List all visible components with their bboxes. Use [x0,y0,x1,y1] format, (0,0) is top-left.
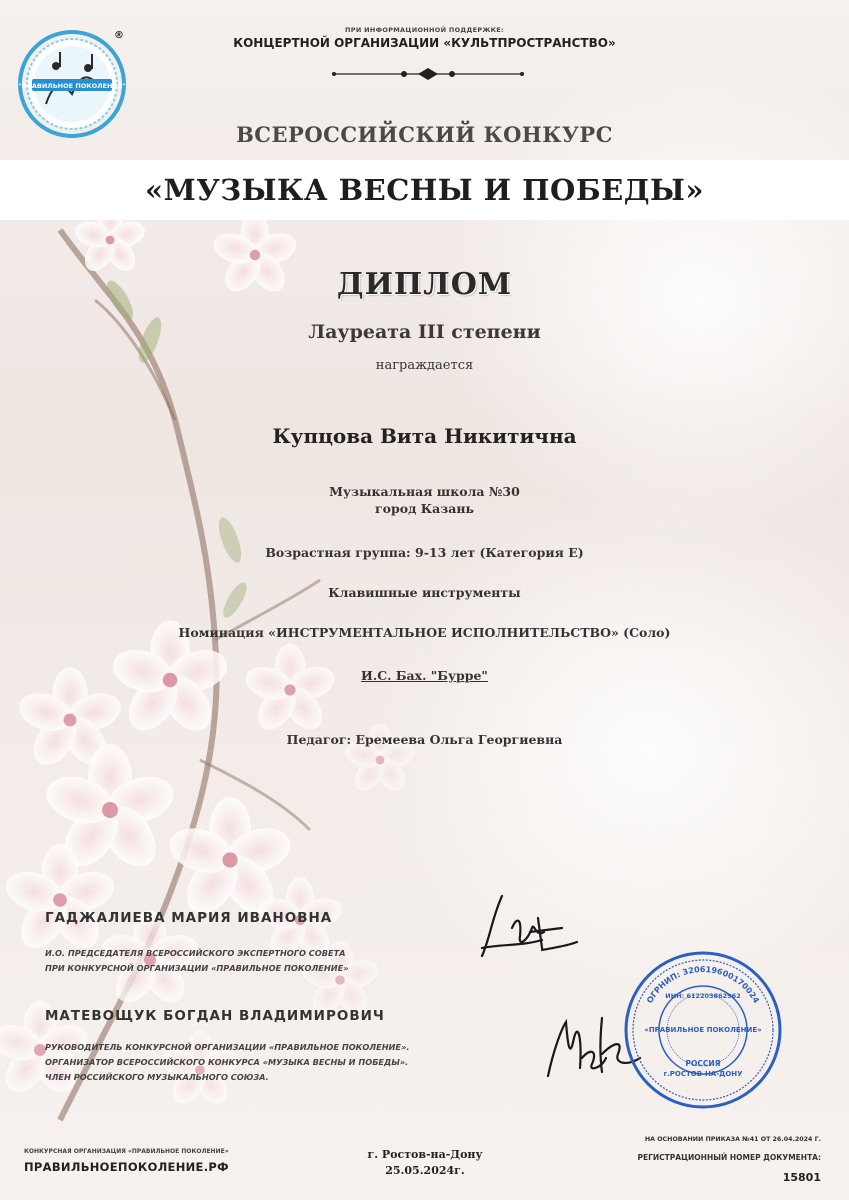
age-group: Возрастная группа: 9-13 лет (Категория Е) [265,545,584,560]
signature-1-icon [472,888,582,968]
teacher-name: Педагог: Еремеева Ольга Георгиевна [286,732,563,747]
school-name: Музыкальная школа №30 [329,484,520,499]
signer-1-role-line: И.О. ПРЕДСЕДАТЕЛЯ ВСЕРОССИЙСКОГО ЭКСПЕРТНОГО СОВЕТА [45,948,346,958]
stamp-center-text: «ПРАВИЛЬНОЕ ПОКОЛЕНИЕ» [644,1026,762,1034]
footer-order: НА ОСНОВАНИИ ПРИКАЗА №41 ОТ 26.04.2024 Г. [644,1136,821,1143]
footer-website: ПРАВИЛЬНОЕПОКОЛЕНИЕ.РФ [24,1160,229,1174]
footer-date: 25.05.2024г. [385,1164,465,1177]
awarded-label: награждается [375,358,474,373]
contest-type: ВСЕРОССИЙСКИЙ КОНКУРС [236,122,613,147]
signer-2-role-line: РУКОВОДИТЕЛЬ КОНКУРСНОЙ ОРГАНИЗАЦИИ «ПРАВИЛЬНОЕ ПОКОЛЕНИЕ». [45,1042,410,1052]
nomination: Номинация «ИНСТРУМЕНТАЛЬНОЕ ИСПОЛНИТЕЛЬСТВО» (Соло) [178,625,671,640]
performed-work: И.С. Бах. "Бурре" [361,668,488,683]
stamp-ogrnip: ОГРНИП: 320619600170024 [645,964,761,1005]
stamp-inn: ИНН: 612203862962 [665,992,741,1000]
laureate-degree: Лауреата III степени [308,321,541,343]
recipient-name: Купцова Вита Никитична [272,424,577,448]
logo-text: "ПРАВИЛЬНОЕ ПОКОЛЕНИЕ" [18,82,126,90]
footer-registration-label: РЕГИСТРАЦИОННЫЙ НОМЕР ДОКУМЕНТА: [637,1153,821,1162]
contest-title-banner [0,160,849,220]
official-stamp [623,950,783,1110]
divider-ornament-icon [328,67,528,81]
signer-1-role [45,946,349,976]
footer-organization: КОНКУРСНАЯ ОРГАНИЗАЦИЯ «ПРАВИЛЬНОЕ ПОКОЛЕНИЕ» [24,1148,229,1155]
footer-place-date [330,1147,520,1179]
contest-title: «МУЗЫКА ВЕСНЫ И ПОБЕДЫ» [145,173,704,207]
signer-1-name: ГАДЖАЛИЕВА МАРИЯ ИВАНОВНА [45,910,333,926]
signer-1-role-line: ПРИ КОНКУРСНОЙ ОРГАНИЗАЦИИ «ПРАВИЛЬНОЕ ПОКОЛЕНИЕ» [45,963,349,973]
signer-2-name: МАТЕВОЩУК БОГДАН ВЛАДИМИРОВИЧ [45,1008,385,1024]
footer-place: г. Ростов-на-Дону [367,1148,483,1161]
stamp-country: РОССИЯ [685,1059,721,1068]
support-caption: ПРИ ИНФОРМАЦИОННОЙ ПОДДЕРЖКЕ: [345,26,504,34]
registered-mark: ® [114,30,124,41]
signer-2-role-line: ЧЛЕН РОССИЙСКОГО МУЗЫКАЛЬНОГО СОЮЗА. [45,1072,269,1082]
instrument-category: Клавишные инструменты [328,585,521,600]
support-organization: КОНЦЕРТНОЙ ОРГАНИЗАЦИИ «КУЛЬТПРОСТРАНСТВО» [233,36,616,50]
signer-2-role-line: ОРГАНИЗАТОР ВСЕРОССИЙСКОГО КОНКУРСА «МУЗЫКА ВЕСНЫ И ПОБЕДЫ». [45,1057,409,1067]
footer-registration-number: 15801 [782,1171,821,1184]
stamp-city: г.РОСТОВ-НА-ДОНУ [663,1070,743,1078]
city-name: город Казань [375,501,474,516]
diploma-heading: ДИПЛОМ [336,267,513,302]
signer-2-role [45,1040,409,1085]
